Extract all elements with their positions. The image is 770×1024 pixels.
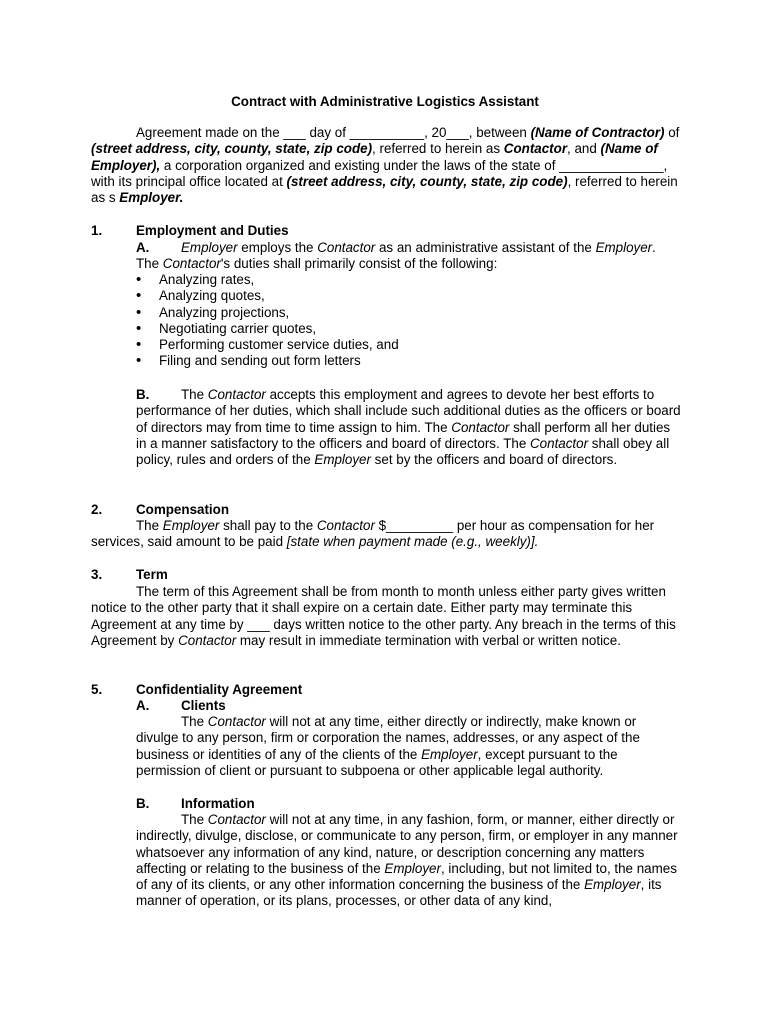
section-3-paragraph: The term of this Agreement shall be from month to month unless either party gives written notice to the other party that it shall expire on a certain date. Either party may terminate this Agreement at any time by ___ days written notice to the other party. Any breach in the terms of this Agreement by Contactor may result in immediate termination with verbal or written notice. bbox=[91, 584, 676, 648]
list-item: • Analyzing quotes, bbox=[136, 288, 399, 304]
section-5-number: 5. bbox=[91, 682, 103, 697]
section-5a-heading: A. Clients bbox=[136, 698, 226, 713]
section-3-number: 3. bbox=[91, 567, 103, 582]
section-2-heading: Compensation bbox=[136, 502, 229, 517]
section-1b-paragraph: B. The Contactor accepts this employment and agrees to devote her best efforts to performance of her duties, which shall include such additional duties as the officers or board of directors may from time to time assign to him. The Contactor shall perform all her duties in a manner satisfactory to the officers and board of directors. The Contactor shall obey all policy, rules and orders of the Employer set by the officers and board of directors. bbox=[136, 387, 681, 468]
list-item: • Analyzing rates, bbox=[136, 272, 399, 288]
section-5b-heading: B. Information bbox=[136, 796, 255, 811]
section-1-heading: Employment and Duties bbox=[136, 223, 289, 238]
intro-paragraph: Agreement made on the ___ day of __________, 20___, between (Name of Contractor) of (street address, city, county, state, zip code), referred to herein as Contactor, and (Name of Employer), a corporation organized and existing under the laws of the state of ______________, with its principal office located at (street address, city, county, state, zip code), referred to herein as s Employer. bbox=[91, 125, 680, 206]
list-item: • Performing customer service duties, and bbox=[136, 337, 399, 353]
list-item: • Analyzing projections, bbox=[136, 305, 399, 321]
section-2-paragraph: The Employer shall pay to the Contactor $_________ per hour as compensation for her services, said amount to be paid [state when payment made (e.g., weekly)]. bbox=[91, 518, 655, 550]
section-1-number: 1. bbox=[91, 223, 103, 238]
section-3-heading: Term bbox=[136, 567, 168, 582]
section-1a-paragraph: A. Employer employs the Contactor as an administrative assistant of the Employer. The Contactor's duties shall primarily consist of the following: bbox=[136, 240, 656, 272]
duties-list bbox=[136, 272, 399, 370]
section-5a-paragraph: The Contactor will not at any time, either directly or indirectly, make known or divulge to any person, firm or corporation the names, addresses, or any aspect of the business or identities of any of the clients of the Employer, except pursuant to the permission of client or pursuant to subpoena or other applicable legal authority. bbox=[136, 714, 640, 778]
list-item: • Negotiating carrier quotes, bbox=[136, 321, 399, 337]
section-5b-paragraph: The Contactor will not at any time, in any fashion, form, or manner, either directly or indirectly, divulge, disclose, or communicate to any person, firm, or employer in any manner whatsoever any information of any kind, nature, or description concerning any matters affecting or relating to the business of the Employer, including, but not limited to, the names of any of its clients, or any other information concerning the business of the Employer, its manner of operation, or its plans, processes, or other data of any kind, bbox=[136, 812, 678, 909]
section-5-heading: Confidentiality Agreement bbox=[136, 682, 303, 697]
document-title: Contract with Administrative Logistics Assistant bbox=[231, 94, 539, 109]
section-2-number: 2. bbox=[91, 502, 103, 517]
list-item: • Filing and sending out form letters bbox=[136, 353, 399, 369]
